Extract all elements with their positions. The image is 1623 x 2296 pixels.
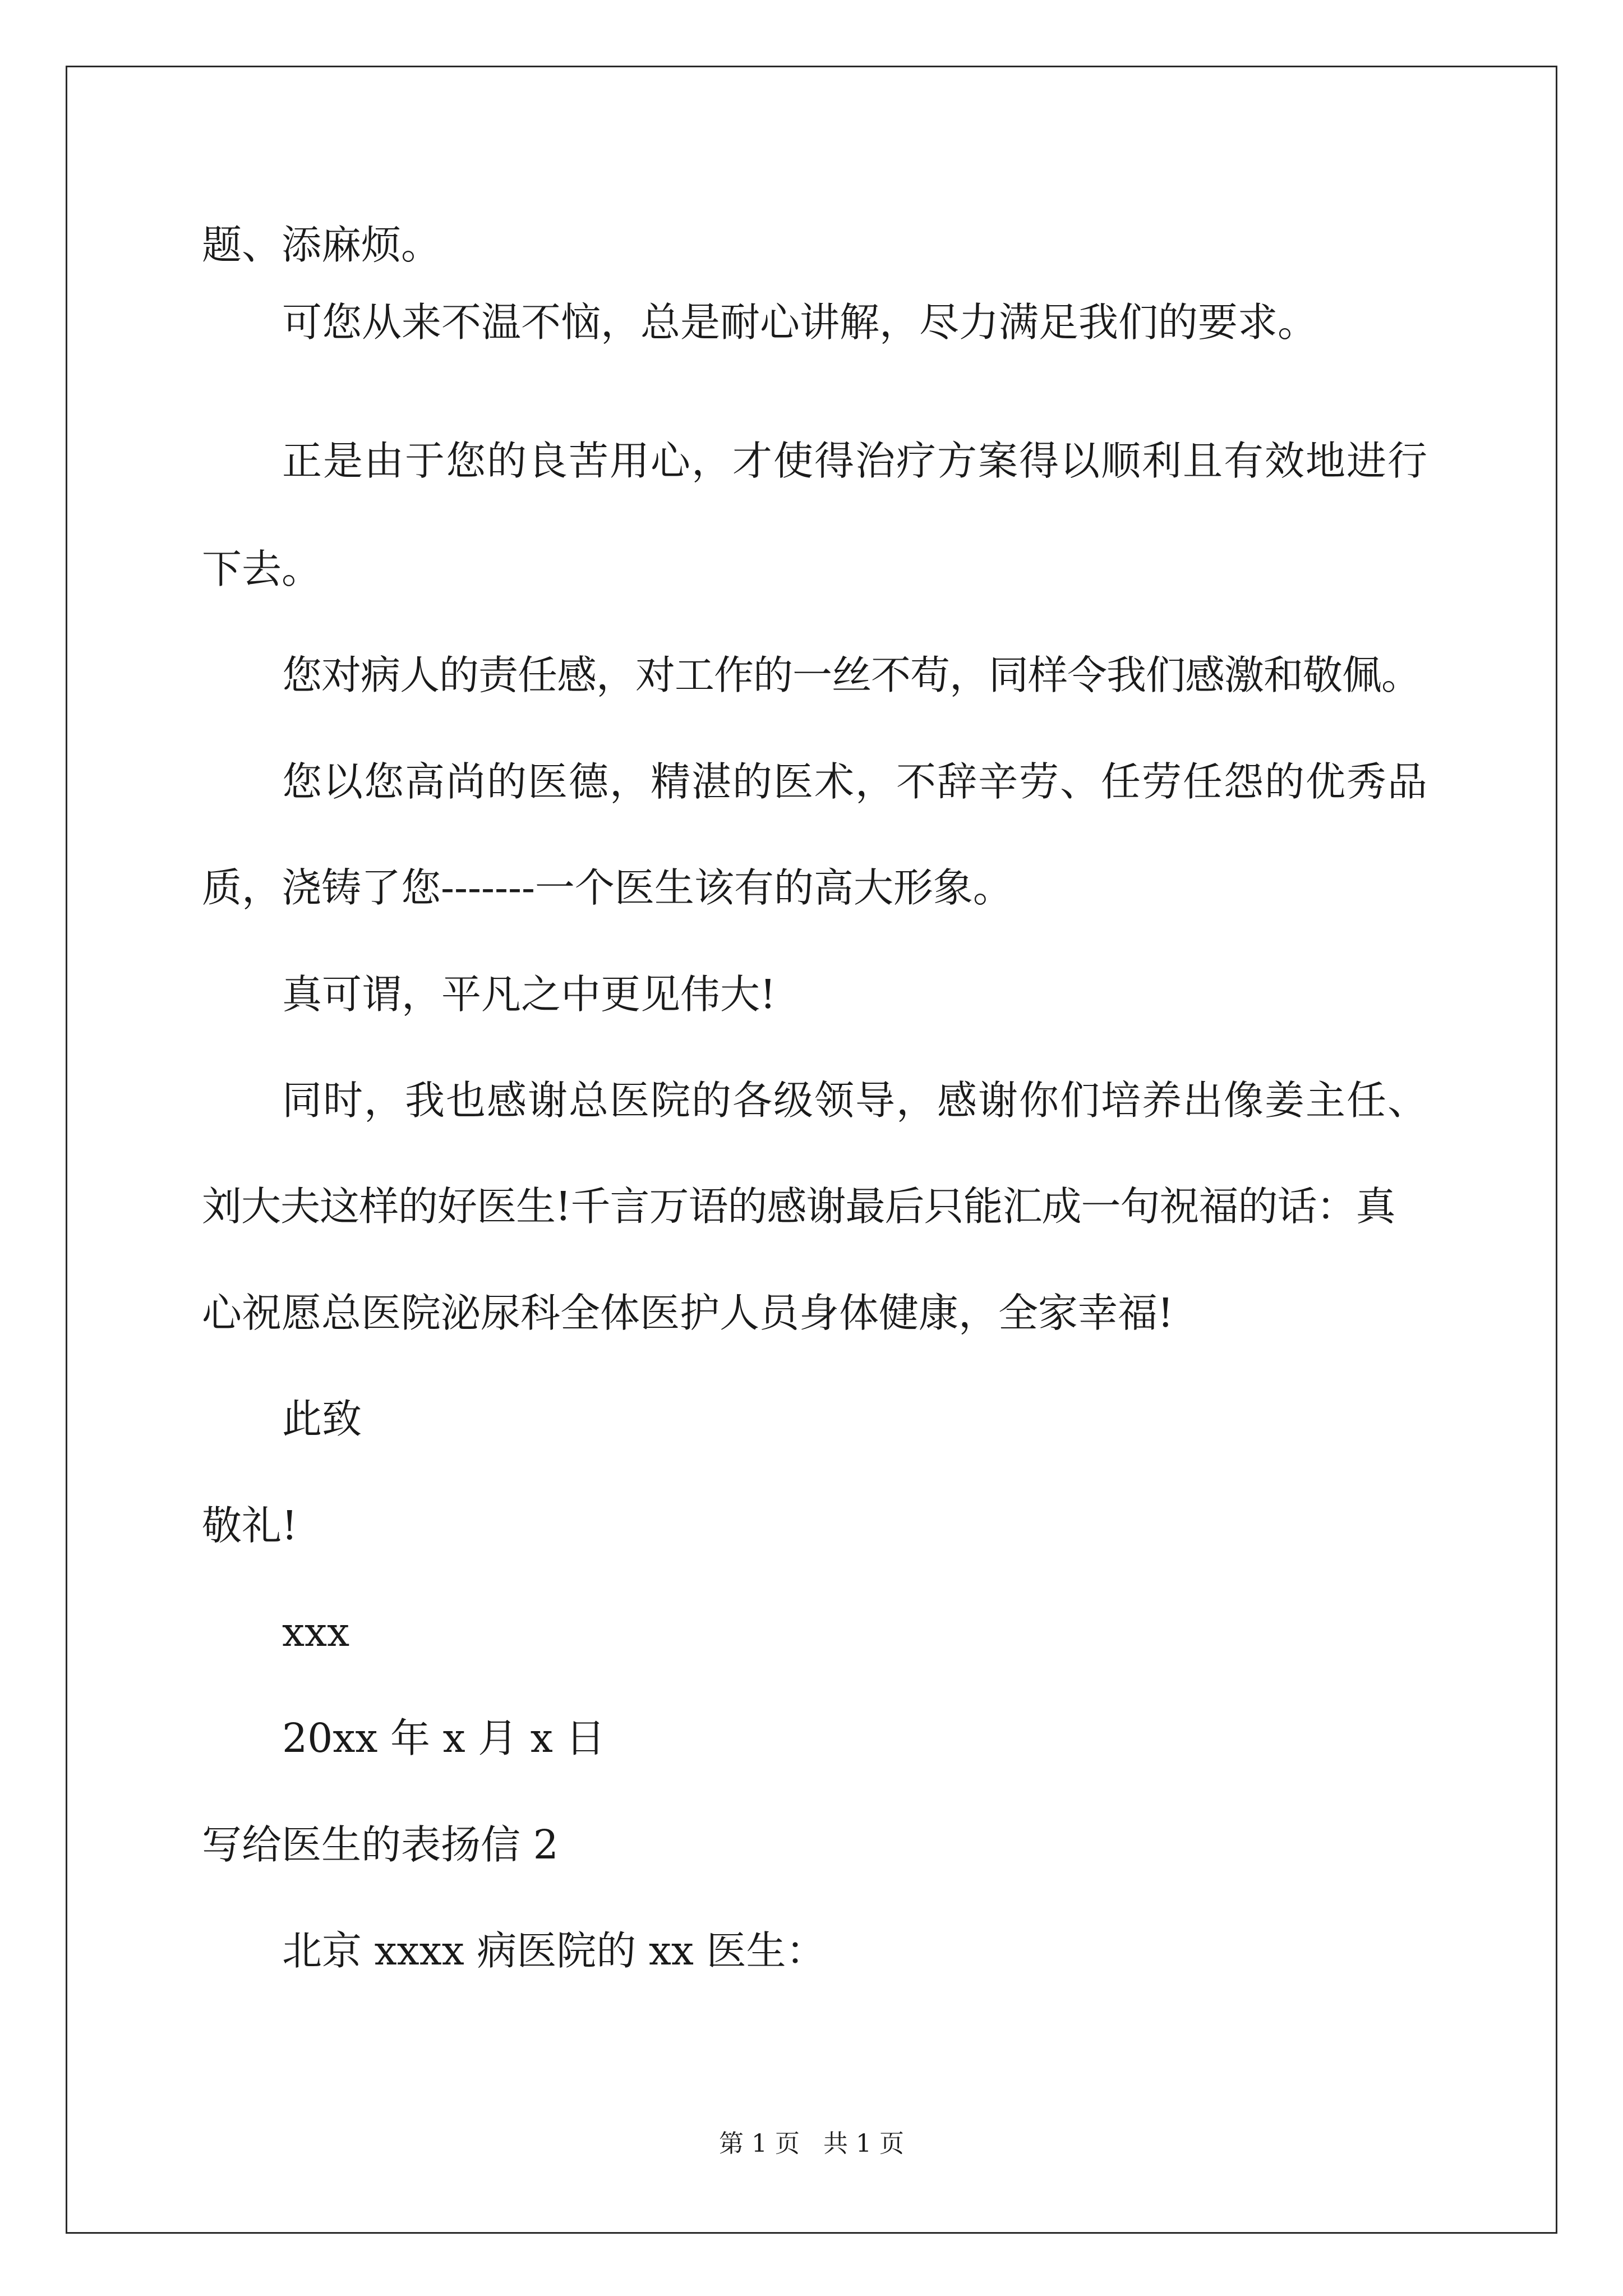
page-border	[66, 66, 1557, 2234]
body-line: 刘大夫这样的好医生!千言万语的感谢最后只能汇成一句祝福的话：真	[202, 1183, 1395, 1230]
body-line: 您对病人的责任感，对工作的一丝不苟，同样令我们感激和敬佩。	[282, 652, 1421, 698]
section-heading: 写给医生的表扬信 2	[202, 1821, 559, 1868]
body-line: 下去。	[202, 546, 322, 592]
body-line: 同时，我也感谢总医院的各级领导，感谢你们培养出像姜主任、	[282, 1077, 1429, 1124]
body-line: 可您从来不温不恼，总是耐心讲解，尽力满足我们的要求。	[282, 299, 1318, 346]
signature-name: xxx	[282, 1609, 350, 1655]
body-line: 心祝愿总医院泌尿科全体医护人员身体健康，全家幸福!	[202, 1290, 1174, 1336]
closing-salutation: 此致	[282, 1396, 362, 1442]
body-line: 质，浇铸了您-------一个医生该有的高大形象。	[202, 864, 1013, 911]
body-line: 您以您高尚的医德，精湛的医术，不辞辛劳、任劳任怨的优秀品	[282, 758, 1429, 805]
closing-regards: 敬礼!	[202, 1502, 298, 1549]
body-line: 真可谓，平凡之中更见伟大!	[282, 971, 776, 1018]
body-line: 题、添麻烦。	[202, 222, 441, 268]
page-number: 第 1 页 共 1 页	[719, 2129, 904, 2158]
signature-date: 20xx 年 x 月 x 日	[282, 1715, 606, 1761]
body-line: 正是由于您的良苦用心，才使得治疗方案得以顺利且有效地进行	[282, 438, 1429, 484]
letter-greeting: 北京 xxxx 病医院的 xx 医生：	[282, 1927, 826, 1974]
